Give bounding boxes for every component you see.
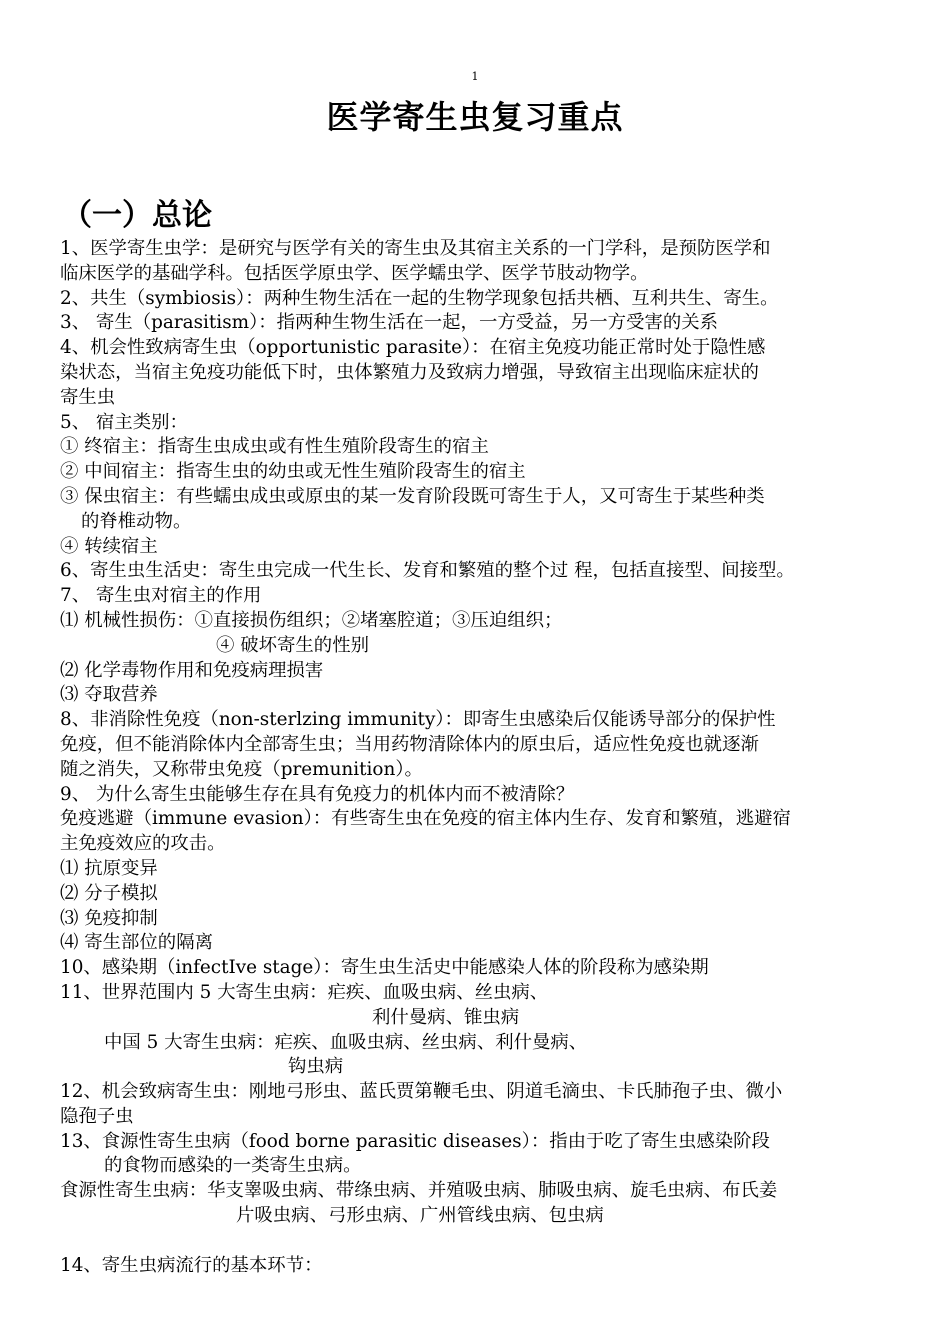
text-line: 9、 为什么寄生虫能够生存在具有免疫力的机体内而不被清除？ <box>60 783 575 805</box>
text-line: 中国 5 大寄生虫病：疟疾、血吸虫病、丝虫病、利什曼病、 <box>104 1031 588 1053</box>
text-line: 13、食源性寄生虫病（food borne parasitic diseases）：指由于吃了寄生虫感染阶段 <box>60 1130 770 1152</box>
text-line: 7、 寄生虫对宿主的作用 <box>60 585 262 607</box>
text-line: 2、共生（symbiosis）：两种生物生活在一起的生物学现象包括共栖、互利共生、寄生。 <box>60 287 779 309</box>
blank-line <box>60 1229 898 1254</box>
text-line: 片吸虫病、弓形虫病、广州管线虫病、包虫病 <box>236 1205 604 1227</box>
text-line: ⑴ 机械性损伤：①直接损伤组织；②堵塞腔道；③压迫组织； <box>60 609 563 631</box>
text-line: 染状态，当宿主免疫功能低下时，虫体繁殖力及致病力增强，导致宿主出现临床症状的 <box>60 361 759 383</box>
page-number: 1 <box>471 70 479 83</box>
text-line: 钩虫病 <box>288 1056 344 1078</box>
text-line: ④ 破坏寄生的性别 <box>216 634 369 656</box>
text-line: ⑴ 抗原变异 <box>60 857 158 879</box>
text-line: 3、 寄生（parasitism）：指两种生物生活在一起，一方受益，另一方受害的关系 <box>60 312 719 334</box>
text-line: 5、 宿主类别： <box>60 411 188 433</box>
text-line: ⑵ 分子模拟 <box>60 882 158 904</box>
text-line: ⑷ 寄生部位的隔离 <box>60 932 213 954</box>
document-body <box>60 237 898 1278</box>
text-line: ④ 转续宿主 <box>60 535 158 557</box>
text-line: 主免疫效应的攻击。 <box>60 833 226 855</box>
text-line: 4、机会性致病寄生虫（opportunistic parasite）：在宿主免疫功能正常时处于隐性感 <box>60 337 766 359</box>
text-line: 随之消失，又称带虫免疫（premunition）。 <box>60 758 423 780</box>
text-line: ③ 保虫宿主：有些蠕虫成虫或原虫的某一发育阶段既可寄生于人，又可寄生于某些种类 <box>60 485 765 507</box>
text-line: 6、寄生虫生活史：寄生虫完成一代生长、发育和繁殖的整个过 程，包括直接型、间接型。 <box>60 560 795 582</box>
text-line: 利什曼病、锥虫病 <box>372 1006 520 1028</box>
text-line: 1、医学寄生虫学：是研究与医学有关的寄生虫及其宿主关系的一门学科，是预防医学和 <box>60 238 771 259</box>
text-line: ② 中间宿主：指寄生虫的幼虫或无性生殖阶段寄生的宿主 <box>60 461 526 483</box>
section-title: （一）总论 <box>62 198 212 233</box>
text-line: ① 终宿主：指寄生虫成虫或有性生殖阶段寄生的宿主 <box>60 436 489 458</box>
text-line: ⑶ 夺取营养 <box>60 684 158 706</box>
text-line: ⑶ 免疫抑制 <box>60 907 158 929</box>
text-line: 8、非消除性免疫（non-sterlzing immunity）：即寄生虫感染后仅能诱导部分的保护性 <box>60 709 776 731</box>
text-line: 12、机会致病寄生虫：刚地弓形虫、蓝氏贾第鞭毛虫、阴道毛滴虫、卡氏肺孢子虫、微小 <box>60 1081 783 1103</box>
text-line: 食源性寄生虫病：华支睾吸虫病、带绦虫病、并殖吸虫病、肺吸虫病、旋毛虫病、布氏姜 <box>60 1180 778 1202</box>
text-line: 寄生虫 <box>60 386 116 408</box>
document-title: 医学寄生虫复习重点 <box>326 98 624 136</box>
text-line: 免疫，但不能消除体内全部寄生虫；当用药物清除体内的原虫后，适应性免疫也就逐渐 <box>60 733 759 755</box>
text-line: 免疫逃避（immune evasion）：有些寄生虫在免疫的宿主体内生存、发育和繁殖，逃避宿 <box>60 808 791 830</box>
text-line: ⑵ 化学毒物作用和免疫病理损害 <box>60 659 324 681</box>
text-line: 临床医学的基础学科。包括医学原虫学、医学蠕虫学、医学节肢动物学。 <box>60 262 649 284</box>
text-line: 14、寄生虫病流行的基本环节： <box>60 1254 323 1276</box>
text-line: 的脊椎动物。 <box>81 510 192 532</box>
text-line: 11、世界范围内 5 大寄生虫病：疟疾、血吸虫病、丝虫病、 <box>60 981 549 1003</box>
text-line: 的食物而感染的一类寄生虫病。 <box>104 1155 362 1177</box>
text-line: 隐孢子虫 <box>60 1105 134 1127</box>
text-line: 10、感染期（infectIve stage）：寄生虫生活史中能感染人体的阶段称为感染期 <box>60 957 709 979</box>
